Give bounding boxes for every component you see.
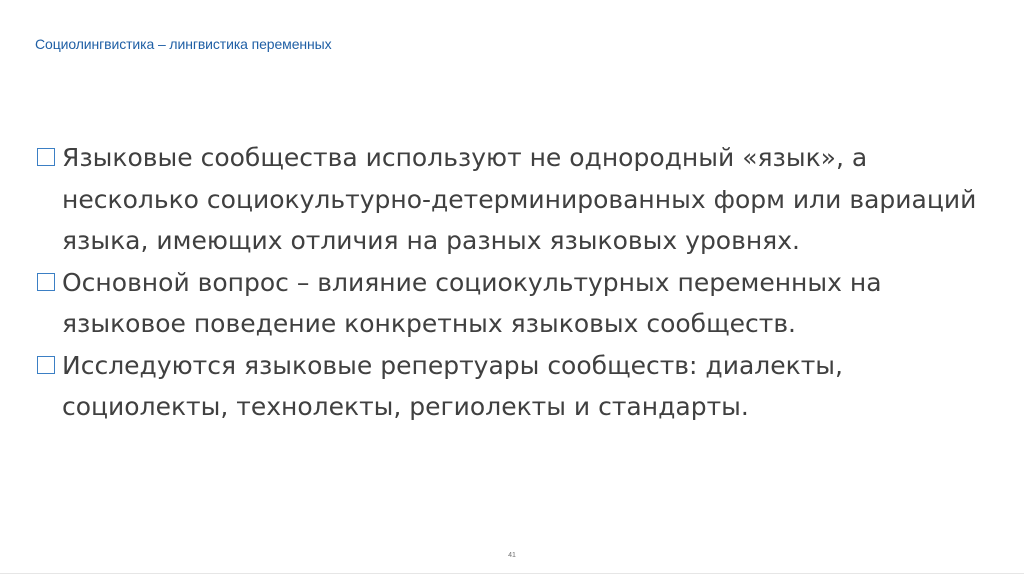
bullet-list [37, 137, 997, 428]
bullet-item [37, 262, 997, 345]
slide-title: Социолингвистика – лингвистика переменных [35, 36, 332, 52]
bullet-item [37, 345, 997, 428]
page-number: 41 [508, 552, 516, 559]
hollow-square-icon [37, 273, 55, 291]
hollow-square-icon [37, 148, 55, 166]
bullet-text: Основной вопрос – влияние социокультурных переменных на языковое поведение конкретных языковых сообществ. [62, 267, 882, 338]
bullet-text: Исследуются языковые репертуары сообществ: диалекты, социолекты, технолекты, региолекты и стандарты. [62, 350, 843, 421]
bullet-text: Языковые сообщества используют не однородный «язык», а несколько социокультурно-детерминированных форм или вариаций языка, имеющих отличия на разных языковых уровнях. [62, 143, 977, 255]
hollow-square-icon [37, 356, 55, 374]
bullet-item [37, 137, 997, 262]
